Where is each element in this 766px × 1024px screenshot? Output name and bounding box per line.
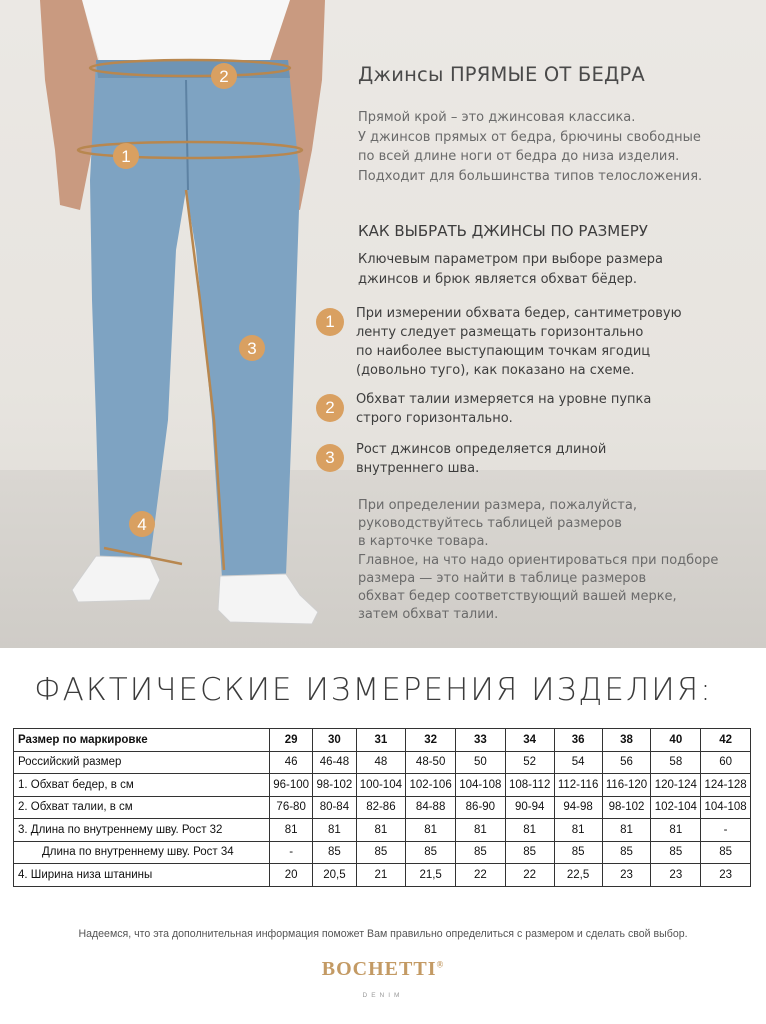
table-cell: 108-112 bbox=[505, 774, 554, 797]
table-row bbox=[14, 751, 751, 774]
table-cell: 85 bbox=[406, 841, 456, 864]
step-1-text: При измерении обхвата бедер, сантиметровую ленту следует размещать горизонтально по наиболее выступающим точкам ягодиц (довольно туго), как показано на схеме. bbox=[356, 306, 682, 378]
table-cell: 48 bbox=[356, 751, 406, 774]
table-cell: 85 bbox=[701, 841, 751, 864]
table-cell: 22 bbox=[456, 864, 506, 887]
table-cell: 104-108 bbox=[456, 774, 506, 797]
table-cell: 20,5 bbox=[313, 864, 356, 887]
table-cell: 98-102 bbox=[313, 774, 356, 797]
how-to-choose-heading: КАК ВЫБРАТЬ ДЖИНСЫ ПО РАЗМЕРУ bbox=[358, 222, 648, 240]
table-cell: 23 bbox=[701, 864, 751, 887]
table-row bbox=[14, 841, 751, 864]
table-cell: 85 bbox=[313, 841, 356, 864]
size-cell: 31 bbox=[356, 729, 406, 752]
size-cell: 34 bbox=[505, 729, 554, 752]
table-cell: 52 bbox=[505, 751, 554, 774]
table-cell: 112-116 bbox=[554, 774, 602, 797]
table-cell: 94-98 bbox=[554, 796, 602, 819]
table-cell: 104-108 bbox=[701, 796, 751, 819]
table-cell: 81 bbox=[554, 819, 602, 842]
size-guidance-note: При определении размера, пожалуйста, руководствуйтесь таблицей размеров в карточке товара. Главное, на что надо ориентироваться при подборе размера — это найти в таблице размеров обхват бедер соответствующий вашей мерке, затем обхват талии. bbox=[358, 498, 719, 623]
table-cell: 85 bbox=[651, 841, 701, 864]
table-row bbox=[14, 774, 751, 797]
tshirt bbox=[82, 0, 290, 62]
size-cell: 38 bbox=[602, 729, 651, 752]
row-label: 3. Длина по внутреннему шву. Рост 32 bbox=[14, 819, 270, 842]
table-cell: 81 bbox=[406, 819, 456, 842]
table-row bbox=[14, 864, 751, 887]
step-2-text: Обхват талии измеряется на уровне пупка строго горизонтально. bbox=[356, 392, 652, 426]
table-cell: 81 bbox=[356, 819, 406, 842]
table-cell: 21,5 bbox=[406, 864, 456, 887]
table-cell: 22 bbox=[505, 864, 554, 887]
row-label: 1. Обхват бедер, в см bbox=[14, 774, 270, 797]
step-1-number: 1 bbox=[316, 308, 344, 336]
page-title: Джинсы ПРЯМЫЕ ОТ БЕДРА bbox=[358, 63, 645, 86]
table-cell: 96-100 bbox=[270, 774, 313, 797]
size-cell: 42 bbox=[701, 729, 751, 752]
brand-logo bbox=[0, 958, 766, 981]
table-cell: - bbox=[270, 841, 313, 864]
table-cell: 76-80 bbox=[270, 796, 313, 819]
footer-note: Надеемся, что эта дополнительная информация поможет Вам правильно определиться с размером и сделать свой выбор. bbox=[78, 928, 688, 940]
table-cell: 81 bbox=[456, 819, 506, 842]
table-cell: 120-124 bbox=[651, 774, 701, 797]
table-cell: 46 bbox=[270, 751, 313, 774]
size-table bbox=[13, 728, 751, 887]
table-cell: 20 bbox=[270, 864, 313, 887]
marker-3-label: 3 bbox=[247, 339, 257, 358]
table-cell: 81 bbox=[505, 819, 554, 842]
size-cell: 33 bbox=[456, 729, 506, 752]
step-3-number: 3 bbox=[316, 444, 344, 472]
marker-2-label: 2 bbox=[219, 67, 229, 86]
table-cell: 98-102 bbox=[602, 796, 651, 819]
table-cell: 116-120 bbox=[602, 774, 651, 797]
brand-name: BOCHETTI bbox=[321, 958, 437, 980]
size-cell: 29 bbox=[270, 729, 313, 752]
right-shoe bbox=[218, 574, 318, 624]
table-cell: 58 bbox=[651, 751, 701, 774]
intro-text: Прямой крой – это джинсовая классика. У джинсов прямых от бедра, брючины свободные по всей длине ноги от бедра до низа изделия. Подходит для большинства типов телосложения. bbox=[358, 110, 703, 184]
table-cell: 82-86 bbox=[356, 796, 406, 819]
table-cell: 84-88 bbox=[406, 796, 456, 819]
step-2-number: 2 bbox=[316, 394, 344, 422]
table-header-label: Размер по маркировке bbox=[14, 729, 270, 752]
table-cell: 81 bbox=[270, 819, 313, 842]
table-cell: 100-104 bbox=[356, 774, 406, 797]
table-cell: 81 bbox=[602, 819, 651, 842]
table-cell: 54 bbox=[554, 751, 602, 774]
marker-4-label: 4 bbox=[137, 515, 147, 534]
table-cell: 85 bbox=[356, 841, 406, 864]
table-cell: 23 bbox=[651, 864, 701, 887]
size-cell: 40 bbox=[651, 729, 701, 752]
model-illustration bbox=[0, 0, 350, 648]
table-cell: 85 bbox=[554, 841, 602, 864]
table-cell: 46-48 bbox=[313, 751, 356, 774]
left-arm bbox=[40, 0, 98, 210]
table-cell: 23 bbox=[602, 864, 651, 887]
measurements-title: ФАКТИЧЕСКИЕ ИЗМЕРЕНИЯ ИЗДЕЛИЯ: bbox=[34, 672, 713, 708]
table-cell: 48-50 bbox=[406, 751, 456, 774]
table-cell: 102-106 bbox=[406, 774, 456, 797]
table-row bbox=[14, 819, 751, 842]
table-cell: 60 bbox=[701, 751, 751, 774]
table-cell: 85 bbox=[602, 841, 651, 864]
table-cell: 81 bbox=[313, 819, 356, 842]
table-cell: 80-84 bbox=[313, 796, 356, 819]
table-cell: 124-128 bbox=[701, 774, 751, 797]
marker-1-label: 1 bbox=[121, 147, 131, 166]
size-cell: 36 bbox=[554, 729, 602, 752]
left-shoe bbox=[72, 556, 160, 602]
table-cell: 22,5 bbox=[554, 864, 602, 887]
table-header-row bbox=[14, 729, 751, 752]
brand-subtitle: DENIM bbox=[362, 992, 404, 999]
table-cell: - bbox=[701, 819, 751, 842]
table-cell: 50 bbox=[456, 751, 506, 774]
brand-reg-mark: ® bbox=[436, 959, 445, 970]
table-cell: 85 bbox=[456, 841, 506, 864]
table-row bbox=[14, 796, 751, 819]
table-cell: 81 bbox=[651, 819, 701, 842]
jeans bbox=[90, 60, 300, 578]
table-cell: 90-94 bbox=[505, 796, 554, 819]
row-label: Российский размер bbox=[14, 751, 270, 774]
size-cell: 30 bbox=[313, 729, 356, 752]
table-cell: 56 bbox=[602, 751, 651, 774]
table-cell: 86-90 bbox=[456, 796, 506, 819]
table-cell: 85 bbox=[505, 841, 554, 864]
row-label: 4. Ширина низа штанины bbox=[14, 864, 270, 887]
row-label: Длина по внутреннему шву. Рост 34 bbox=[14, 841, 270, 864]
row-label: 2. Обхват талии, в см bbox=[14, 796, 270, 819]
table-cell: 102-104 bbox=[651, 796, 701, 819]
step-3-text: Рост джинсов определяется длиной внутреннего шва. bbox=[356, 442, 607, 476]
size-cell: 32 bbox=[406, 729, 456, 752]
table-cell: 21 bbox=[356, 864, 406, 887]
key-parameter-text: Ключевым параметром при выборе размера джинсов и брюк является обхват бёдер. bbox=[358, 252, 663, 287]
